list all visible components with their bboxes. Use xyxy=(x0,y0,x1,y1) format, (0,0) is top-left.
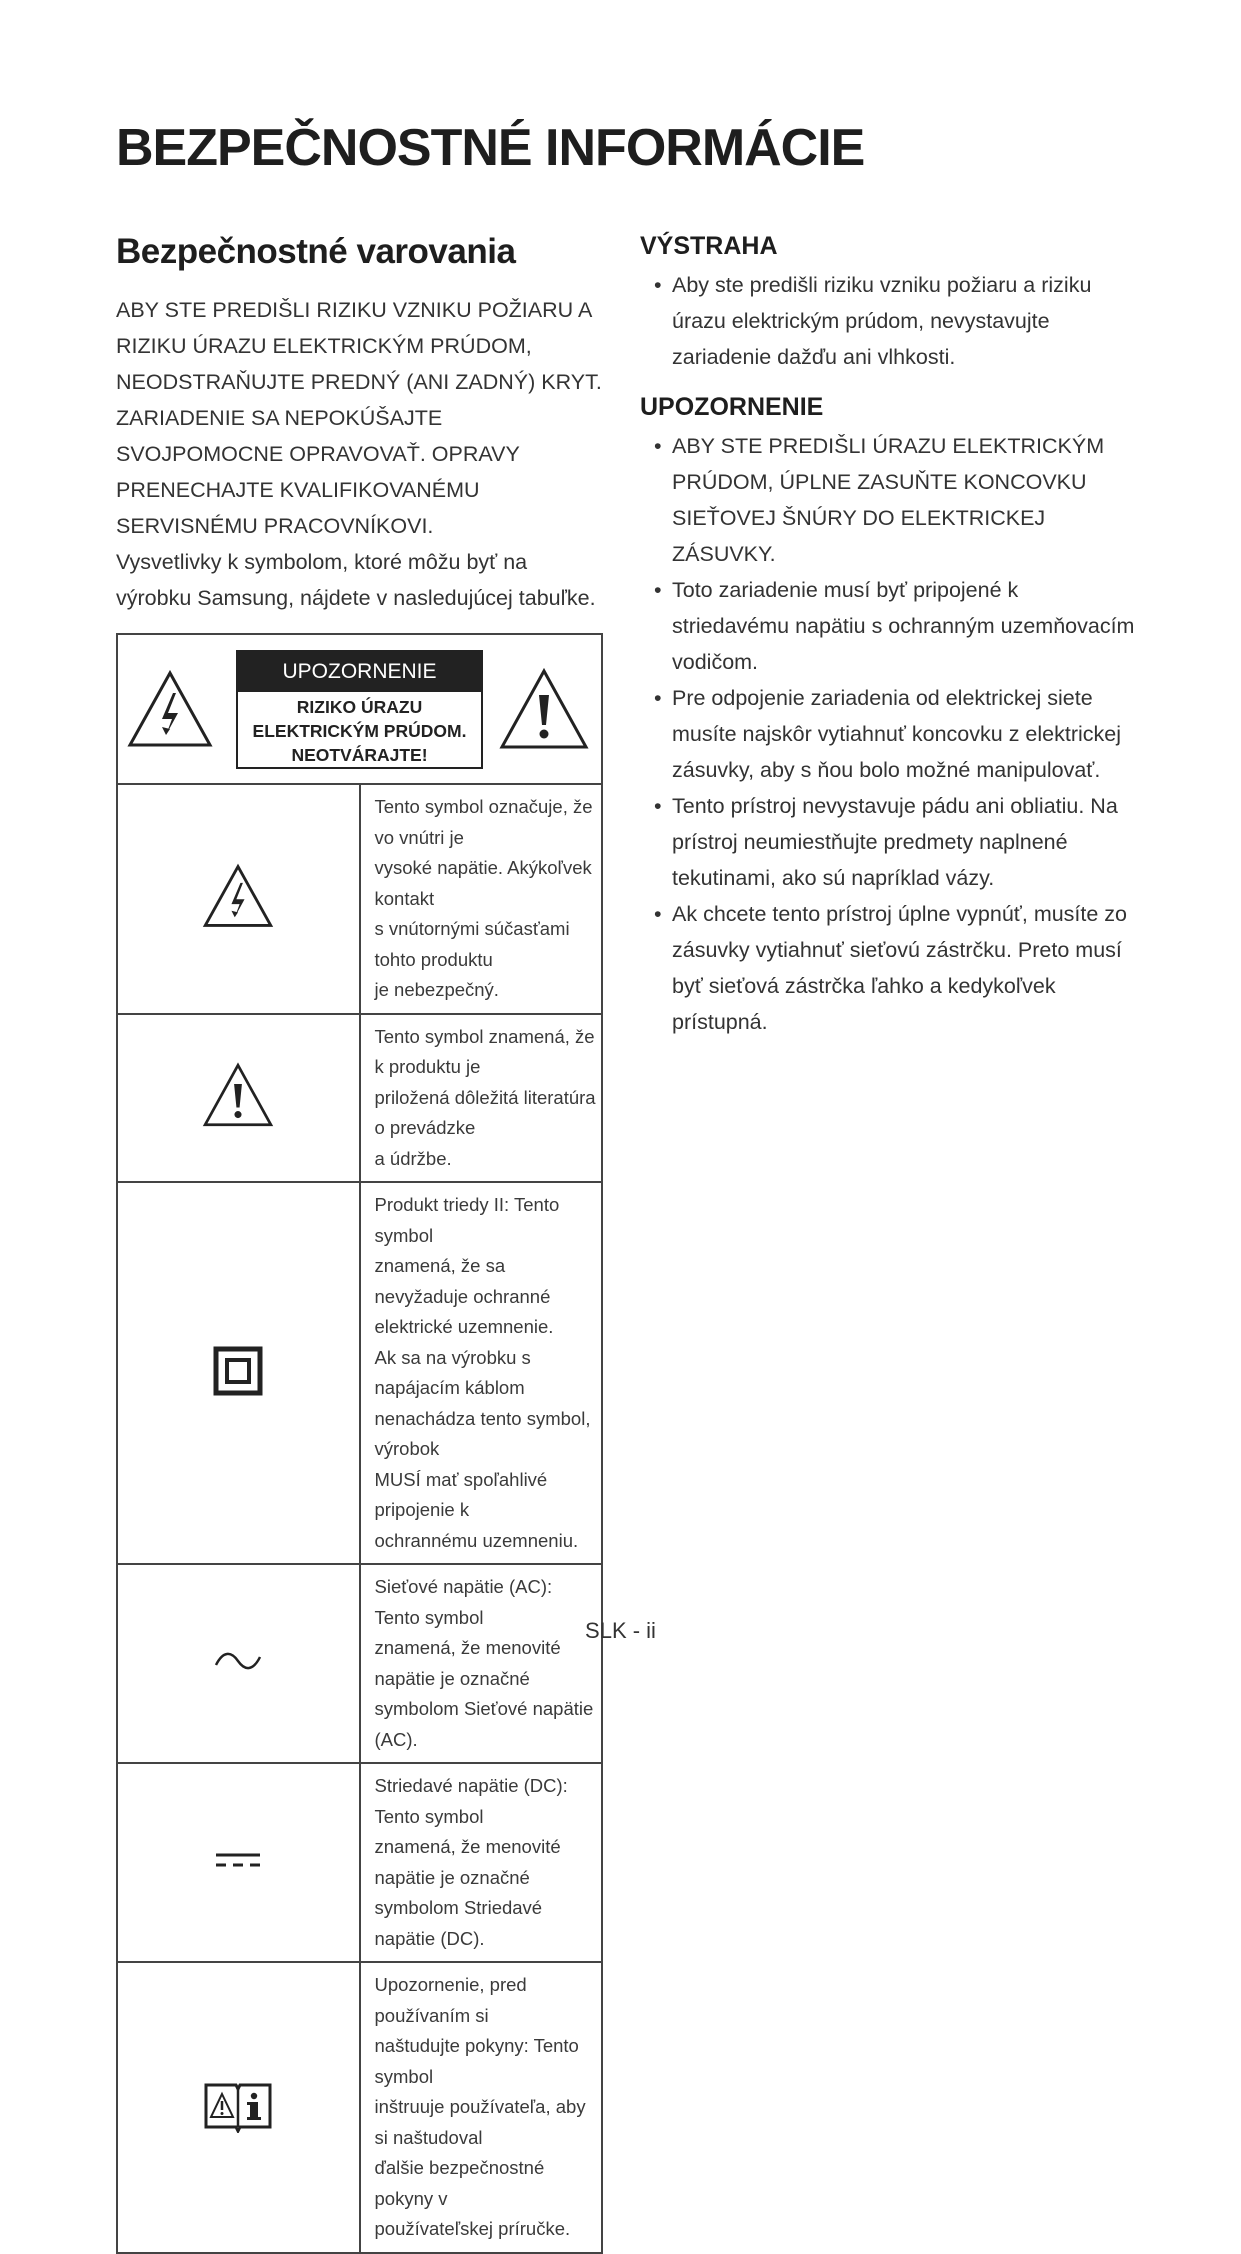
list-item: • Aby ste predišli riziku vzniku požiaru a riziku úrazu elektrickým prúdom, nevystavujte zariadenie dažďu ani vlhkosti. xyxy=(672,267,1140,375)
symbol-description: Tento symbol znamená, že k produktu je priložená dôležitá literatúra o prevádzke a údržbe. xyxy=(360,1014,603,1183)
warning-list xyxy=(640,267,1140,375)
caution-list xyxy=(640,428,1140,1040)
symbol-table xyxy=(116,633,603,2254)
symbol-description: Tento symbol označuje, že vo vnútri je vysoké napätie. Akýkoľvek kontakt s vnútornými súčasťami tohto produktu je nebezpečný. xyxy=(360,784,603,1014)
table-header-cell xyxy=(117,634,602,784)
warning-heading: VÝSTRAHA xyxy=(640,232,778,260)
page-title: BEZPEČNOSTNÉ INFORMÁCIE xyxy=(116,119,865,177)
ac-wave-icon xyxy=(213,1660,263,1677)
table-row xyxy=(117,784,602,1014)
caps-warning-paragraph: ABY STE PREDIŠLI RIZIKU VZNIKU POŽIARU A RIZIKU ÚRAZU ELEKTRICKÝM PRÚDOM, NEODSTRAŇUJTE PREDNÝ (ANI ZADNÝ) KRYT. ZARIADENIE SA NEPOKÚŠAJTE SVOJPOMOCNE OPRAVOVAŤ. OPRAVY PRENECHAJTE KVALIFIKOVANÉMU SERVISNÉMU PRACOVNÍKOVI. xyxy=(116,298,602,538)
exclamation-triangle-icon xyxy=(498,667,590,756)
table-row xyxy=(117,1763,602,1962)
symbol-description: Sieťové napätie (AC): Tento symbol znamená, že menovité napätie je označné symbolom Sieťové napätie (AC). xyxy=(360,1564,603,1763)
dc-symbol-icon xyxy=(213,1858,263,1875)
list-item: • Tento prístroj nevystavuje pádu ani obliatiu. Na prístroj neumiestňujte predmety naplnené tekutinami, ako sú napríklad vázy. xyxy=(672,788,1140,896)
symbol-description: Upozornenie, pred používaním si naštudujte pokyny: Tento symbol inštruuje používateľa, aby si naštudoval ďalšie bezpečnostné pokyny v používateľskej príručke. xyxy=(360,1962,603,2253)
table-row xyxy=(117,1182,602,1564)
warnings-column xyxy=(640,232,1140,1058)
list-item: • ABY STE PREDIŠLI ÚRAZU ELEKTRICKÝM PRÚDOM, ÚPLNE ZASUŇTE KONCOVKU SIEŤOVEJ ŠNÚRY DO ELEKTRICKEJ ZÁSUVKY. xyxy=(672,428,1140,572)
manual-info-icon xyxy=(203,2120,273,2137)
caution-heading: UPOZORNENIE xyxy=(640,393,824,421)
list-item: • Pre odpojenie zariadenia od elektrickej siete musíte najskôr vytiahnuť koncovku z elektrickej zásuvky, aby s ňou bolo možné manipulovať. xyxy=(672,680,1140,788)
symbol-description: Striedavé napätie (DC): Tento symbol znamená, že menovité napätie je označné symbolom Striedavé napätie (DC). xyxy=(360,1763,603,1962)
section-heading: Bezpečnostné varovania xyxy=(116,232,516,271)
lightning-triangle-icon xyxy=(202,916,274,933)
caution-label-body: RIZIKO ÚRAZU ELEKTRICKÝM PRÚDOM. NEOTVÁRAJTE! xyxy=(252,697,467,765)
safety-warnings-section xyxy=(116,232,606,616)
symbol-intro-paragraph: Vysvetlivky k symbolom, ktoré môžu byť na výrobku Samsung, nájdete v nasledujúcej tabuľke. xyxy=(116,550,596,610)
table-row xyxy=(117,1014,602,1183)
list-item: • Toto zariadenie musí byť pripojené k striedavému napätiu s ochranným uzemňovacím vodičom. xyxy=(672,572,1140,680)
exclamation-triangle-icon xyxy=(202,1115,274,1132)
lightning-triangle-icon xyxy=(126,669,214,754)
caution-label-box xyxy=(236,650,483,769)
list-item: • Ak chcete tento prístroj úplne vypnúť, musíte zo zásuvky vytiahnuť sieťovú zástrčku. Preto musí byť sieťová zástrčka ľahko a kedykoľvek prístupná. xyxy=(672,896,1140,1040)
caution-label-title: UPOZORNENIE xyxy=(238,652,481,692)
page-number: SLK - ii xyxy=(585,1618,656,1643)
double-square-icon xyxy=(213,1383,263,1400)
table-row xyxy=(117,1564,602,1763)
table-row xyxy=(117,1962,602,2253)
symbol-description: Produkt triedy II: Tento symbol znamená, že sa nevyžaduje ochranné elektrické uzemnenie. Ak sa na výrobku s napájacím káblom nenachádza tento symbol, výrobok MUSÍ mať spoľahlivé pripojenie k ochrannému uzemneniu. xyxy=(360,1182,603,1564)
